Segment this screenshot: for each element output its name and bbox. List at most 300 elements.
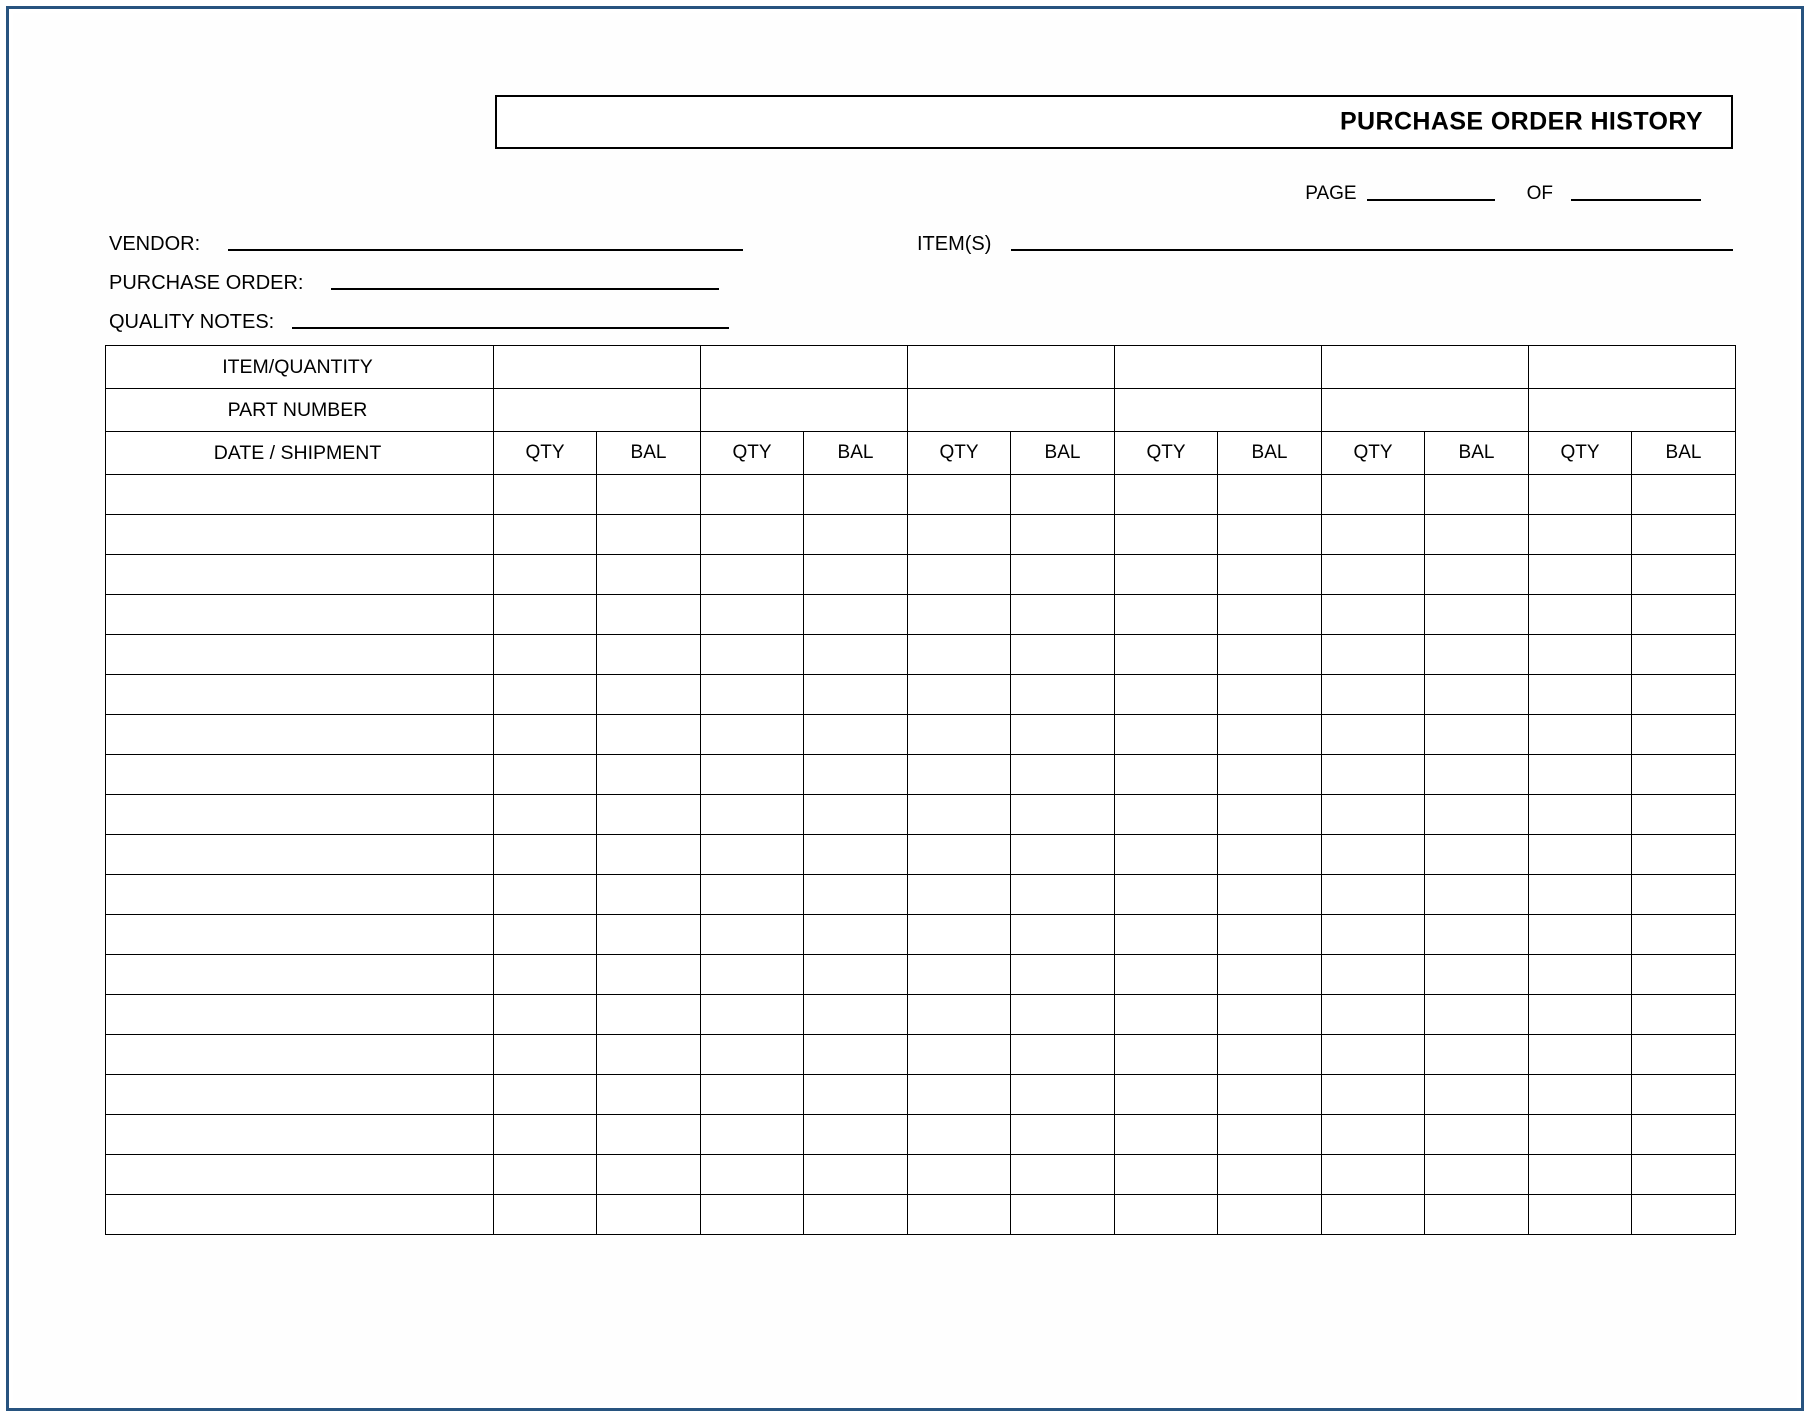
bal-cell[interactable] (1011, 795, 1115, 835)
bal-cell[interactable] (597, 515, 701, 555)
bal-cell[interactable] (597, 1195, 701, 1235)
qty-cell[interactable] (908, 1075, 1011, 1115)
qty-cell[interactable] (1529, 635, 1632, 675)
date-shipment-cell[interactable] (106, 835, 494, 875)
qty-cell[interactable] (701, 1155, 804, 1195)
item-quantity-cell[interactable] (494, 346, 701, 389)
date-shipment-cell[interactable] (106, 755, 494, 795)
bal-cell[interactable] (1632, 1155, 1736, 1195)
bal-cell[interactable] (804, 1195, 908, 1235)
bal-cell[interactable] (1425, 995, 1529, 1035)
bal-cell[interactable] (1425, 715, 1529, 755)
bal-cell[interactable] (597, 715, 701, 755)
bal-cell[interactable] (1218, 1115, 1322, 1155)
bal-cell[interactable] (1425, 795, 1529, 835)
bal-cell[interactable] (1425, 875, 1529, 915)
bal-cell[interactable] (1425, 1115, 1529, 1155)
qty-cell[interactable] (701, 1035, 804, 1075)
bal-cell[interactable] (1011, 675, 1115, 715)
qty-cell[interactable] (494, 635, 597, 675)
qty-cell[interactable] (1322, 475, 1425, 515)
qty-cell[interactable] (908, 915, 1011, 955)
part-number-cell[interactable] (701, 389, 908, 432)
qty-cell[interactable] (494, 1155, 597, 1195)
bal-cell[interactable] (1425, 955, 1529, 995)
bal-cell[interactable] (1632, 1075, 1736, 1115)
bal-cell[interactable] (804, 555, 908, 595)
date-shipment-cell[interactable] (106, 715, 494, 755)
qty-cell[interactable] (494, 955, 597, 995)
bal-cell[interactable] (597, 635, 701, 675)
bal-cell[interactable] (1011, 875, 1115, 915)
bal-cell[interactable] (804, 475, 908, 515)
bal-cell[interactable] (804, 715, 908, 755)
qty-cell[interactable] (1322, 875, 1425, 915)
column-header-qty: QTY (494, 432, 597, 475)
bal-cell[interactable] (1011, 1115, 1115, 1155)
qty-cell[interactable] (1529, 835, 1632, 875)
item-quantity-cell[interactable] (1529, 346, 1736, 389)
qty-cell[interactable] (701, 955, 804, 995)
qty-cell[interactable] (494, 1195, 597, 1235)
bal-cell[interactable] (804, 515, 908, 555)
bal-cell[interactable] (804, 995, 908, 1035)
bal-cell[interactable] (597, 955, 701, 995)
qty-cell[interactable] (701, 715, 804, 755)
qty-cell[interactable] (1529, 755, 1632, 795)
column-header-qty: QTY (908, 432, 1011, 475)
bal-cell[interactable] (1632, 515, 1736, 555)
bal-cell[interactable] (804, 635, 908, 675)
table-row (106, 635, 1736, 675)
bal-cell[interactable] (804, 1075, 908, 1115)
bal-cell[interactable] (597, 875, 701, 915)
bal-cell[interactable] (597, 475, 701, 515)
qty-cell[interactable] (908, 675, 1011, 715)
qty-cell[interactable] (494, 1075, 597, 1115)
table-header-row-date-shipment (106, 432, 1736, 475)
item-quantity-cell[interactable] (701, 346, 908, 389)
bal-cell[interactable] (597, 1155, 701, 1195)
qty-cell[interactable] (1115, 835, 1218, 875)
bal-cell[interactable] (1425, 915, 1529, 955)
qty-cell[interactable] (701, 595, 804, 635)
bal-cell[interactable] (1218, 755, 1322, 795)
qty-cell[interactable] (1115, 555, 1218, 595)
table-row (106, 875, 1736, 915)
bal-cell[interactable] (1425, 475, 1529, 515)
qty-cell[interactable] (1322, 555, 1425, 595)
qty-cell[interactable] (908, 835, 1011, 875)
qty-cell[interactable] (1115, 995, 1218, 1035)
bal-cell[interactable] (597, 795, 701, 835)
date-shipment-cell[interactable] (106, 475, 494, 515)
qty-cell[interactable] (1529, 1155, 1632, 1195)
bal-cell[interactable] (1632, 555, 1736, 595)
table-row (106, 835, 1736, 875)
item-quantity-cell[interactable] (1115, 346, 1322, 389)
qty-cell[interactable] (1529, 1035, 1632, 1075)
qty-cell[interactable] (1529, 1115, 1632, 1155)
qty-cell[interactable] (701, 515, 804, 555)
bal-cell[interactable] (597, 595, 701, 635)
bal-cell[interactable] (1218, 995, 1322, 1035)
table-row (106, 795, 1736, 835)
qty-cell[interactable] (701, 915, 804, 955)
qty-cell[interactable] (1115, 795, 1218, 835)
table-row (106, 1195, 1736, 1235)
bal-cell[interactable] (1425, 1075, 1529, 1115)
qty-cell[interactable] (1529, 555, 1632, 595)
bal-cell[interactable] (1218, 1035, 1322, 1075)
bal-cell[interactable] (1011, 1195, 1115, 1235)
qty-cell[interactable] (701, 675, 804, 715)
bal-cell[interactable] (1632, 595, 1736, 635)
bal-cell[interactable] (804, 915, 908, 955)
qty-cell[interactable] (701, 475, 804, 515)
page-title: PURCHASE ORDER HISTORY (1339, 107, 1703, 136)
bal-cell[interactable] (1011, 1155, 1115, 1195)
qty-cell[interactable] (1322, 1075, 1425, 1115)
bal-cell[interactable] (1425, 635, 1529, 675)
qty-cell[interactable] (908, 635, 1011, 675)
bal-cell[interactable] (1425, 1155, 1529, 1195)
item-quantity-cell[interactable] (908, 346, 1115, 389)
qty-cell[interactable] (1529, 875, 1632, 915)
bal-cell[interactable] (804, 795, 908, 835)
part-number-cell[interactable] (1529, 389, 1736, 432)
items-field-row (917, 217, 1733, 256)
bal-cell[interactable] (1218, 475, 1322, 515)
bal-cell[interactable] (1218, 1075, 1322, 1115)
qty-cell[interactable] (494, 1035, 597, 1075)
bal-cell[interactable] (1011, 755, 1115, 795)
bal-cell[interactable] (1011, 955, 1115, 995)
qty-cell[interactable] (701, 1115, 804, 1155)
qty-cell[interactable] (1529, 915, 1632, 955)
qty-cell[interactable] (908, 1035, 1011, 1075)
date-shipment-cell[interactable] (106, 1115, 494, 1155)
bal-cell[interactable] (1632, 475, 1736, 515)
bal-cell[interactable] (1632, 1195, 1736, 1235)
bal-cell[interactable] (1218, 1155, 1322, 1195)
bal-cell[interactable] (804, 955, 908, 995)
bal-cell[interactable] (1425, 555, 1529, 595)
part-number-cell[interactable] (908, 389, 1115, 432)
bal-cell[interactable] (1218, 795, 1322, 835)
date-shipment-cell[interactable] (106, 595, 494, 635)
qty-cell[interactable] (1529, 715, 1632, 755)
bal-cell[interactable] (1218, 715, 1322, 755)
purchase-order-input[interactable] (331, 287, 719, 290)
qty-cell[interactable] (1322, 835, 1425, 875)
bal-cell[interactable] (1011, 635, 1115, 675)
qty-cell[interactable] (1529, 995, 1632, 1035)
bal-cell[interactable] (1218, 515, 1322, 555)
qty-cell[interactable] (908, 955, 1011, 995)
date-shipment-cell[interactable] (106, 875, 494, 915)
qty-cell[interactable] (1115, 1155, 1218, 1195)
column-header-bal: BAL (1425, 432, 1529, 475)
bal-cell[interactable] (1425, 515, 1529, 555)
title-box (495, 95, 1733, 149)
qty-cell[interactable] (1322, 715, 1425, 755)
qty-cell[interactable] (1115, 955, 1218, 995)
date-shipment-cell[interactable] (106, 675, 494, 715)
bal-cell[interactable] (597, 835, 701, 875)
table-header-row-part-number (106, 389, 1736, 432)
bal-cell[interactable] (597, 555, 701, 595)
bal-cell[interactable] (1011, 1075, 1115, 1115)
vendor-field-row (109, 217, 743, 256)
qty-cell[interactable] (494, 795, 597, 835)
column-header-bal: BAL (1632, 432, 1736, 475)
column-header-bal: BAL (804, 432, 908, 475)
qty-cell[interactable] (494, 995, 597, 1035)
date-shipment-cell[interactable] (106, 555, 494, 595)
column-header-bal: BAL (1218, 432, 1322, 475)
page-label: PAGE (1305, 183, 1357, 204)
qty-cell[interactable] (908, 715, 1011, 755)
bal-cell[interactable] (597, 1035, 701, 1075)
bal-cell[interactable] (1425, 1035, 1529, 1075)
bal-cell[interactable] (597, 995, 701, 1035)
page-total-field[interactable] (1571, 198, 1701, 201)
quality-notes-label: QUALITY NOTES: (109, 311, 275, 333)
bal-cell[interactable] (804, 875, 908, 915)
qty-cell[interactable] (1529, 1075, 1632, 1115)
date-shipment-cell[interactable] (106, 1155, 494, 1195)
qty-cell[interactable] (908, 755, 1011, 795)
bal-cell[interactable] (1632, 795, 1736, 835)
qty-cell[interactable] (1322, 635, 1425, 675)
qty-cell[interactable] (1322, 795, 1425, 835)
qty-cell[interactable] (494, 515, 597, 555)
bal-cell[interactable] (1632, 675, 1736, 715)
qty-cell[interactable] (908, 1115, 1011, 1155)
qty-cell[interactable] (494, 715, 597, 755)
qty-cell[interactable] (1529, 955, 1632, 995)
bal-cell[interactable] (804, 595, 908, 635)
qty-cell[interactable] (1115, 1115, 1218, 1155)
bal-cell[interactable] (1218, 1195, 1322, 1235)
items-input[interactable] (1011, 248, 1733, 251)
qty-cell[interactable] (908, 595, 1011, 635)
bal-cell[interactable] (597, 675, 701, 715)
qty-cell[interactable] (1115, 675, 1218, 715)
qty-cell[interactable] (494, 1115, 597, 1155)
bal-cell[interactable] (804, 1155, 908, 1195)
qty-cell[interactable] (908, 515, 1011, 555)
qty-cell[interactable] (1322, 515, 1425, 555)
qty-cell[interactable] (1115, 1035, 1218, 1075)
column-header-bal: BAL (1011, 432, 1115, 475)
qty-cell[interactable] (701, 875, 804, 915)
bal-cell[interactable] (597, 755, 701, 795)
date-shipment-cell[interactable] (106, 795, 494, 835)
qty-cell[interactable] (1115, 875, 1218, 915)
bal-cell[interactable] (597, 1115, 701, 1155)
qty-cell[interactable] (1115, 755, 1218, 795)
bal-cell[interactable] (1011, 475, 1115, 515)
bal-cell[interactable] (1632, 1115, 1736, 1155)
column-header-qty: QTY (701, 432, 804, 475)
table-row (106, 1035, 1736, 1075)
bal-cell[interactable] (1425, 675, 1529, 715)
bal-cell[interactable] (1632, 635, 1736, 675)
qty-cell[interactable] (1322, 1115, 1425, 1155)
quality-notes-input[interactable] (292, 326, 729, 329)
bal-cell[interactable] (1632, 715, 1736, 755)
qty-cell[interactable] (494, 555, 597, 595)
bal-cell[interactable] (1218, 875, 1322, 915)
qty-cell[interactable] (1115, 915, 1218, 955)
bal-cell[interactable] (1425, 755, 1529, 795)
qty-cell[interactable] (1115, 1075, 1218, 1115)
bal-cell[interactable] (1011, 915, 1115, 955)
qty-cell[interactable] (701, 1195, 804, 1235)
bal-cell[interactable] (597, 1075, 701, 1115)
qty-cell[interactable] (908, 555, 1011, 595)
bal-cell[interactable] (1218, 675, 1322, 715)
bal-cell[interactable] (1632, 955, 1736, 995)
qty-cell[interactable] (494, 875, 597, 915)
table-header-row-item-quantity (106, 346, 1736, 389)
bal-cell[interactable] (804, 835, 908, 875)
qty-cell[interactable] (1322, 675, 1425, 715)
qty-cell[interactable] (494, 755, 597, 795)
qty-cell[interactable] (908, 1155, 1011, 1195)
qty-cell[interactable] (701, 555, 804, 595)
qty-cell[interactable] (1529, 795, 1632, 835)
bal-cell[interactable] (1632, 1035, 1736, 1075)
qty-cell[interactable] (1529, 475, 1632, 515)
qty-cell[interactable] (1529, 1195, 1632, 1235)
qty-cell[interactable] (1322, 755, 1425, 795)
table-row (106, 595, 1736, 635)
bal-cell[interactable] (1632, 835, 1736, 875)
qty-cell[interactable] (1115, 595, 1218, 635)
qty-cell[interactable] (701, 795, 804, 835)
bal-cell[interactable] (804, 1035, 908, 1075)
qty-cell[interactable] (908, 795, 1011, 835)
bal-cell[interactable] (597, 915, 701, 955)
qty-cell[interactable] (494, 595, 597, 635)
row-header-item-quantity: ITEM/QUANTITY (106, 346, 494, 389)
column-header-qty: QTY (1322, 432, 1425, 475)
part-number-cell[interactable] (1322, 389, 1529, 432)
date-shipment-cell[interactable] (106, 1195, 494, 1235)
qty-cell[interactable] (1115, 715, 1218, 755)
bal-cell[interactable] (1425, 1195, 1529, 1235)
date-shipment-cell[interactable] (106, 1035, 494, 1075)
qty-cell[interactable] (1529, 675, 1632, 715)
page-of-line (1305, 183, 1701, 205)
qty-cell[interactable] (1322, 1155, 1425, 1195)
qty-cell[interactable] (908, 475, 1011, 515)
date-shipment-cell[interactable] (106, 915, 494, 955)
table-row (106, 715, 1736, 755)
qty-cell[interactable] (1529, 595, 1632, 635)
qty-cell[interactable] (1322, 595, 1425, 635)
part-number-cell[interactable] (494, 389, 701, 432)
date-shipment-cell[interactable] (106, 515, 494, 555)
qty-cell[interactable] (701, 755, 804, 795)
date-shipment-cell[interactable] (106, 955, 494, 995)
bal-cell[interactable] (1218, 595, 1322, 635)
bal-cell[interactable] (1632, 755, 1736, 795)
bal-cell[interactable] (1011, 555, 1115, 595)
qty-cell[interactable] (1115, 515, 1218, 555)
qty-cell[interactable] (494, 675, 597, 715)
row-header-date-shipment: DATE / SHIPMENT (106, 432, 494, 475)
qty-cell[interactable] (1115, 1195, 1218, 1235)
bal-cell[interactable] (1011, 515, 1115, 555)
bal-cell[interactable] (1425, 835, 1529, 875)
qty-cell[interactable] (494, 475, 597, 515)
bal-cell[interactable] (1632, 875, 1736, 915)
bal-cell[interactable] (1011, 595, 1115, 635)
table-row (106, 1115, 1736, 1155)
qty-cell[interactable] (1322, 955, 1425, 995)
qty-cell[interactable] (908, 1195, 1011, 1235)
item-quantity-cell[interactable] (1322, 346, 1529, 389)
bal-cell[interactable] (1011, 1035, 1115, 1075)
bal-cell[interactable] (1632, 995, 1736, 1035)
vendor-input[interactable] (228, 248, 743, 251)
bal-cell[interactable] (1425, 595, 1529, 635)
qty-cell[interactable] (908, 995, 1011, 1035)
bal-cell[interactable] (1218, 835, 1322, 875)
part-number-cell[interactable] (1115, 389, 1322, 432)
bal-cell[interactable] (1218, 555, 1322, 595)
qty-cell[interactable] (1322, 1195, 1425, 1235)
bal-cell[interactable] (1632, 915, 1736, 955)
qty-cell[interactable] (1115, 635, 1218, 675)
left-fields (109, 217, 743, 334)
qty-cell[interactable] (701, 995, 804, 1035)
table-row (106, 1075, 1736, 1115)
qty-cell[interactable] (701, 635, 804, 675)
bal-cell[interactable] (1218, 955, 1322, 995)
bal-cell[interactable] (1011, 715, 1115, 755)
qty-cell[interactable] (1322, 1035, 1425, 1075)
date-shipment-cell[interactable] (106, 995, 494, 1035)
bal-cell[interactable] (1011, 835, 1115, 875)
bal-cell[interactable] (1218, 915, 1322, 955)
date-shipment-cell[interactable] (106, 1075, 494, 1115)
date-shipment-cell[interactable] (106, 635, 494, 675)
qty-cell[interactable] (1529, 515, 1632, 555)
page-number-field[interactable] (1367, 198, 1495, 201)
bal-cell[interactable] (804, 675, 908, 715)
bal-cell[interactable] (1218, 635, 1322, 675)
qty-cell[interactable] (908, 875, 1011, 915)
column-header-bal: BAL (597, 432, 701, 475)
qty-cell[interactable] (494, 915, 597, 955)
bal-cell[interactable] (1011, 995, 1115, 1035)
qty-cell[interactable] (1322, 915, 1425, 955)
table-row (106, 675, 1736, 715)
bal-cell[interactable] (804, 755, 908, 795)
qty-cell[interactable] (701, 1075, 804, 1115)
table-row (106, 475, 1736, 515)
qty-cell[interactable] (1115, 475, 1218, 515)
qty-cell[interactable] (701, 835, 804, 875)
qty-cell[interactable] (494, 835, 597, 875)
qty-cell[interactable] (1322, 995, 1425, 1035)
bal-cell[interactable] (804, 1115, 908, 1155)
